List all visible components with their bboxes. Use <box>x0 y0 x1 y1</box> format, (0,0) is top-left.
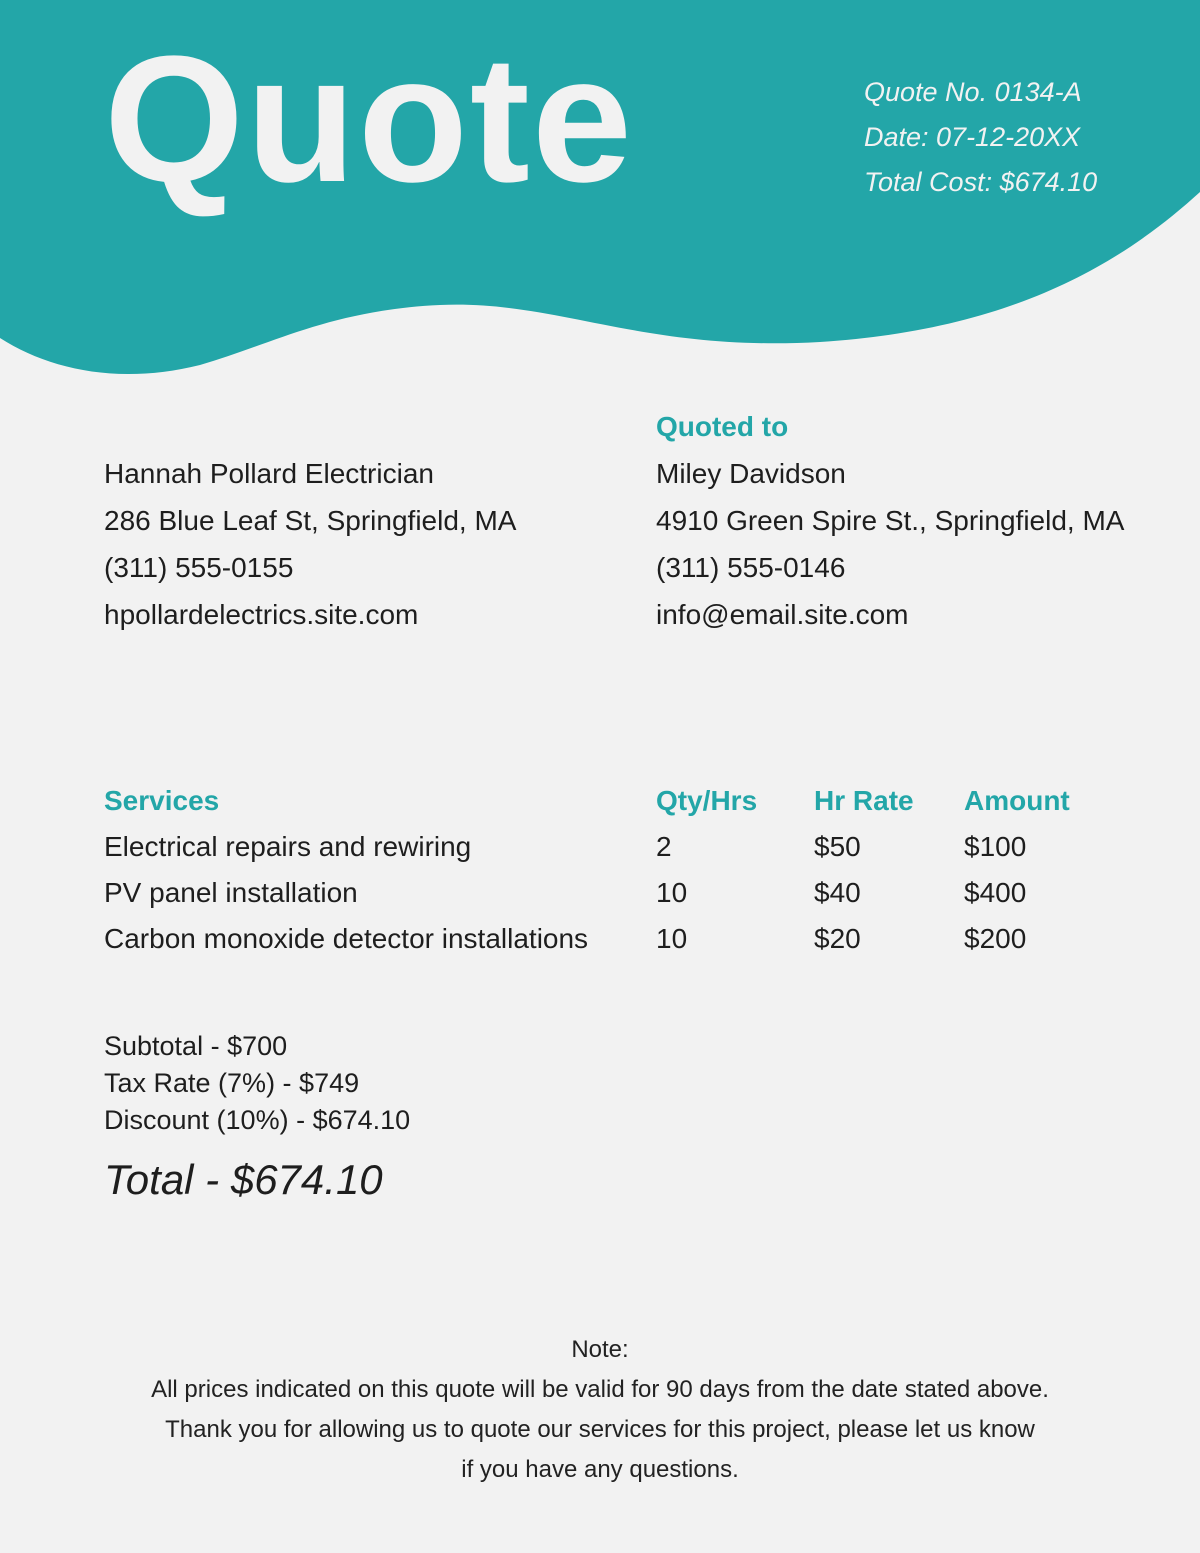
note-block <box>0 1330 1200 1490</box>
services-header-row <box>104 778 1104 824</box>
table-row <box>104 916 1104 962</box>
sender-block <box>104 450 516 638</box>
service-name: Carbon monoxide detector installations <box>104 923 589 954</box>
sender-website: hpollardelectrics.site.com <box>104 599 419 630</box>
header-qty: Qty/Hrs <box>656 785 758 816</box>
sender-phone: (311) 555-0155 <box>104 552 294 583</box>
sender-name: Hannah Pollard Electrician <box>104 458 434 489</box>
tax-line: Tax Rate (7%) - $749 <box>104 1068 360 1098</box>
service-name: Electrical repairs and rewiring <box>104 831 472 862</box>
service-name: PV panel installation <box>104 877 358 908</box>
discount-line: Discount (10%) - $674.10 <box>104 1105 411 1135</box>
totals-block <box>104 1028 410 1139</box>
note-line-2: Thank you for allowing us to quote our services for this project, please let us know <box>165 1416 1035 1443</box>
quote-meta <box>864 70 1097 205</box>
quote-date: Date: 07-12-20XX <box>864 122 1081 152</box>
service-amount: $400 <box>964 877 1027 908</box>
header-services: Services <box>104 785 220 816</box>
table-row <box>104 824 1104 870</box>
service-rate: $50 <box>814 831 861 862</box>
service-rate: $40 <box>814 877 861 908</box>
subtotal-line: Subtotal - $700 <box>104 1031 288 1061</box>
quote-number: Quote No. 0134-A <box>864 77 1082 107</box>
recipient-block <box>656 403 1124 638</box>
header-rate: Hr Rate <box>814 785 914 816</box>
note-label: Note: <box>571 1336 629 1363</box>
service-amount: $200 <box>964 923 1027 954</box>
recipient-heading: Quoted to <box>656 411 789 442</box>
service-amount: $100 <box>964 831 1027 862</box>
note-line-1: All prices indicated on this quote will be valid for 90 days from the date stated above. <box>151 1376 1049 1403</box>
grand-total: Total - $674.10 <box>104 1156 383 1203</box>
service-qty: 2 <box>656 831 672 862</box>
services-table <box>104 778 1104 962</box>
service-qty: 10 <box>656 923 688 954</box>
service-qty: 10 <box>656 877 688 908</box>
sender-address: 286 Blue Leaf St, Springfield, MA <box>104 505 517 536</box>
page-title: Quote <box>104 19 634 220</box>
recipient-name: Miley Davidson <box>656 458 846 489</box>
service-rate: $20 <box>814 923 861 954</box>
quote-total-cost: Total Cost: $674.10 <box>864 167 1098 197</box>
recipient-phone: (311) 555-0146 <box>656 552 846 583</box>
recipient-address: 4910 Green Spire St., Springfield, MA <box>656 505 1125 536</box>
recipient-email: info@email.site.com <box>656 599 909 630</box>
header-amount: Amount <box>964 785 1070 816</box>
note-line-3: if you have any questions. <box>461 1456 739 1483</box>
table-row <box>104 870 1104 916</box>
